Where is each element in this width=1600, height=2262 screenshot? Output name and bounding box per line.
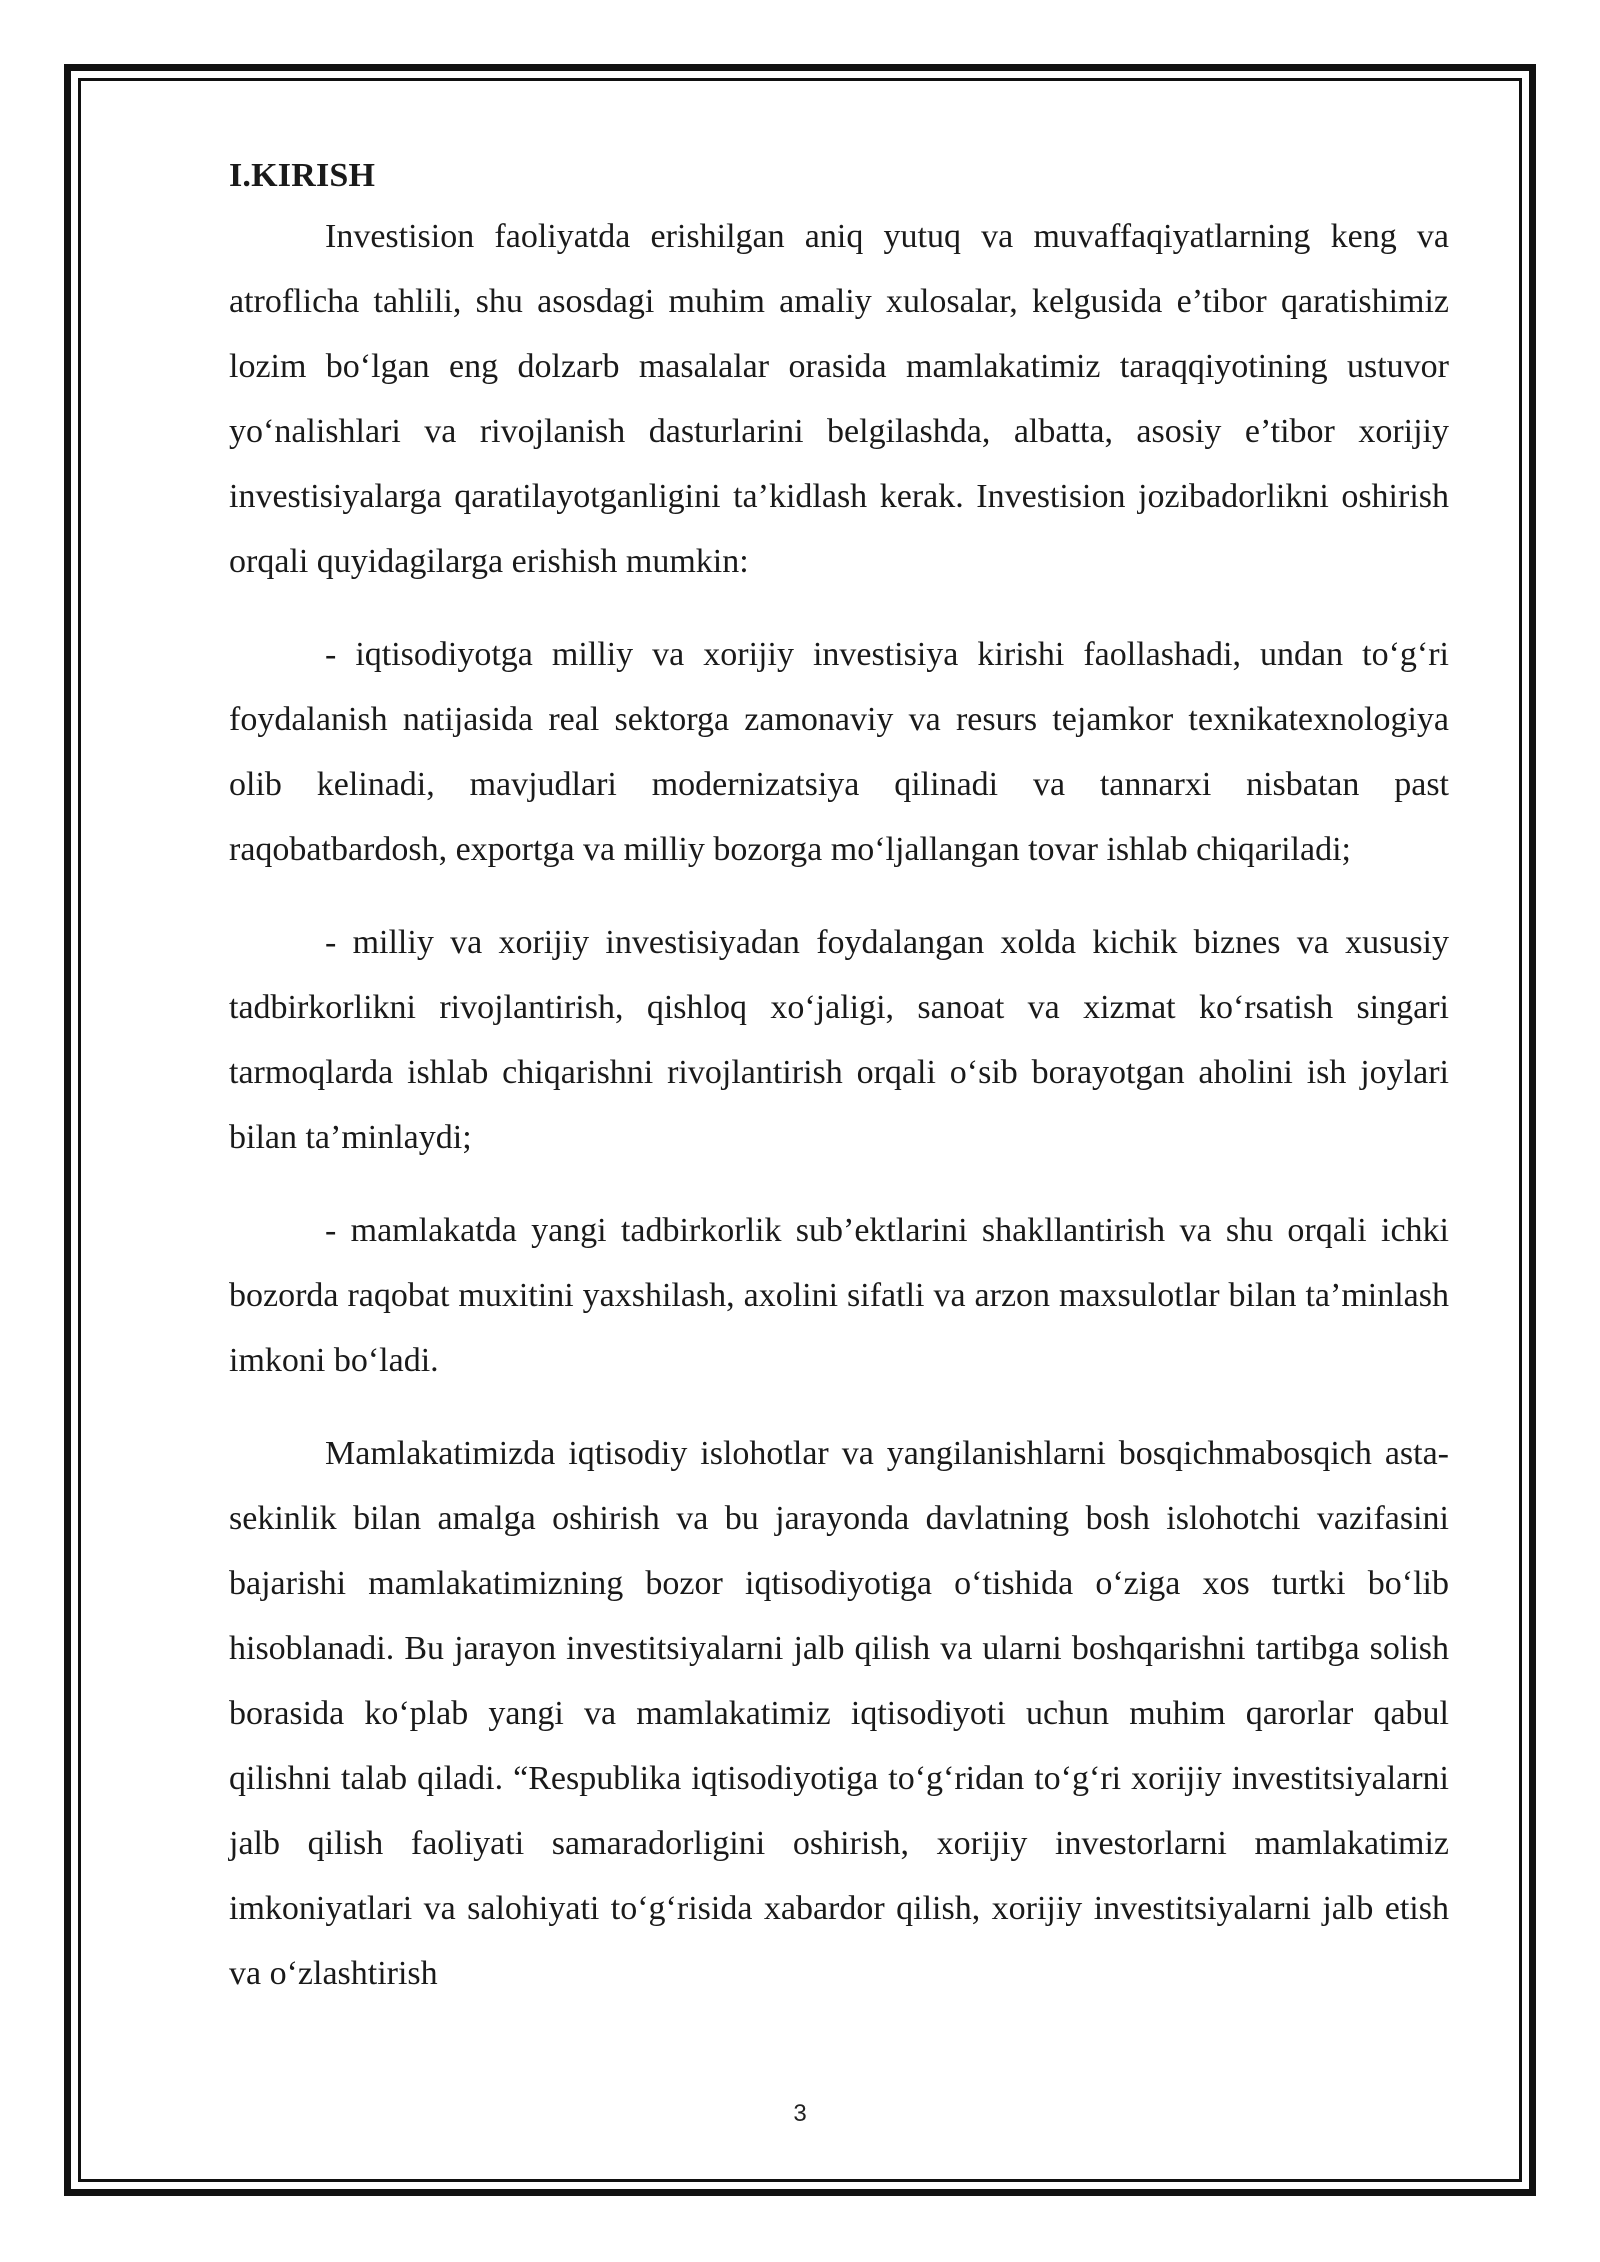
document-body (229, 148, 1449, 2006)
page-number: 3 (793, 2100, 807, 2127)
paragraph-bullet-3: - mamlakatda yangi tadbirkorlik sub’ektlarini shakllantirish va shu orqali ichki bozorda raqobat muxitini yaxshilash, axolini sifatli va arzon maxsulotlar bilan ta’minlash imkoni bo‘ladi. (229, 1212, 1449, 1379)
paragraph-bullet-1: - iqtisodiyotga milliy va xorijiy investisiya kirishi faollashadi, undan to‘g‘ri foydalanish natijasida real sektorga zamonaviy va resurs tejamkor texnikatexnologiya olib kelinadi, mavjudlari modernizatsiya qilinadi va tannarxi nisbatan past raqobatbardosh, exportga va milliy bozorga mo‘ljallangan tovar ishlab chiqariladi; (229, 636, 1449, 868)
paragraph-reforms: Mamlakatimizda iqtisodiy islohotlar va yangilanishlarni bosqichmabosqich asta-sekinlik bilan amalga oshirish va bu jarayonda davlatning bosh islohotchi vazifasini bajarishi mamlakatimizning bozor iqtisodiyotiga o‘tishida o‘ziga xos turtki bo‘lib hisoblanadi. Bu jarayon investitsiyalarni jalb qilish va ularni boshqarishni tartibga solish borasida ko‘plab yangi va mamlakatimiz iqtisodiyoti uchun muhim qarorlar qabul qilishni talab qiladi. “Respublika iqtisodiyotiga to‘g‘ridan to‘g‘ri xorijiy investitsiyalarni jalb qilish faoliyati samaradorligini oshirish, xorijiy investorlarni mamlakatimiz imkoniyatlari va salohiyati to‘g‘risida xabardor qilish, xorijiy investitsiyalarni jalb etish va o‘zlashtirish (229, 1435, 1449, 1992)
paragraph-intro: Investision faoliyatda erishilgan aniq yutuq va muvaffaqiyatlarning keng va atroflicha tahlili, shu asosdagi muhim amaliy xulosalar, kelgusida e’tibor qaratishimiz lozim bo‘lgan eng dolzarb masalalar orasida mamlakatimiz taraqqiyotining ustuvor yo‘nalishlari va rivojlanish dasturlarini belgilashda, albatta, asosiy e’tibor xorijiy investisiyalarga qaratilayotganligini ta’kidlash kerak. Investision jozibadorlikni oshirish orqali quyidagilarga erishish mumkin: (229, 218, 1449, 580)
paragraph-bullet-2: - milliy va xorijiy investisiyadan foydalangan xolda kichik biznes va xususiy tadbirkorlikni rivojlantirish, qishloq xo‘jaligi, sanoat va xizmat ko‘rsatish singari tarmoqlarda ishlab chiqarishni rivojlantirish orqali o‘sib borayotgan aholini ish joylari bilan ta’minlaydi; (229, 924, 1449, 1156)
section-heading: I.KIRISH (229, 157, 376, 194)
